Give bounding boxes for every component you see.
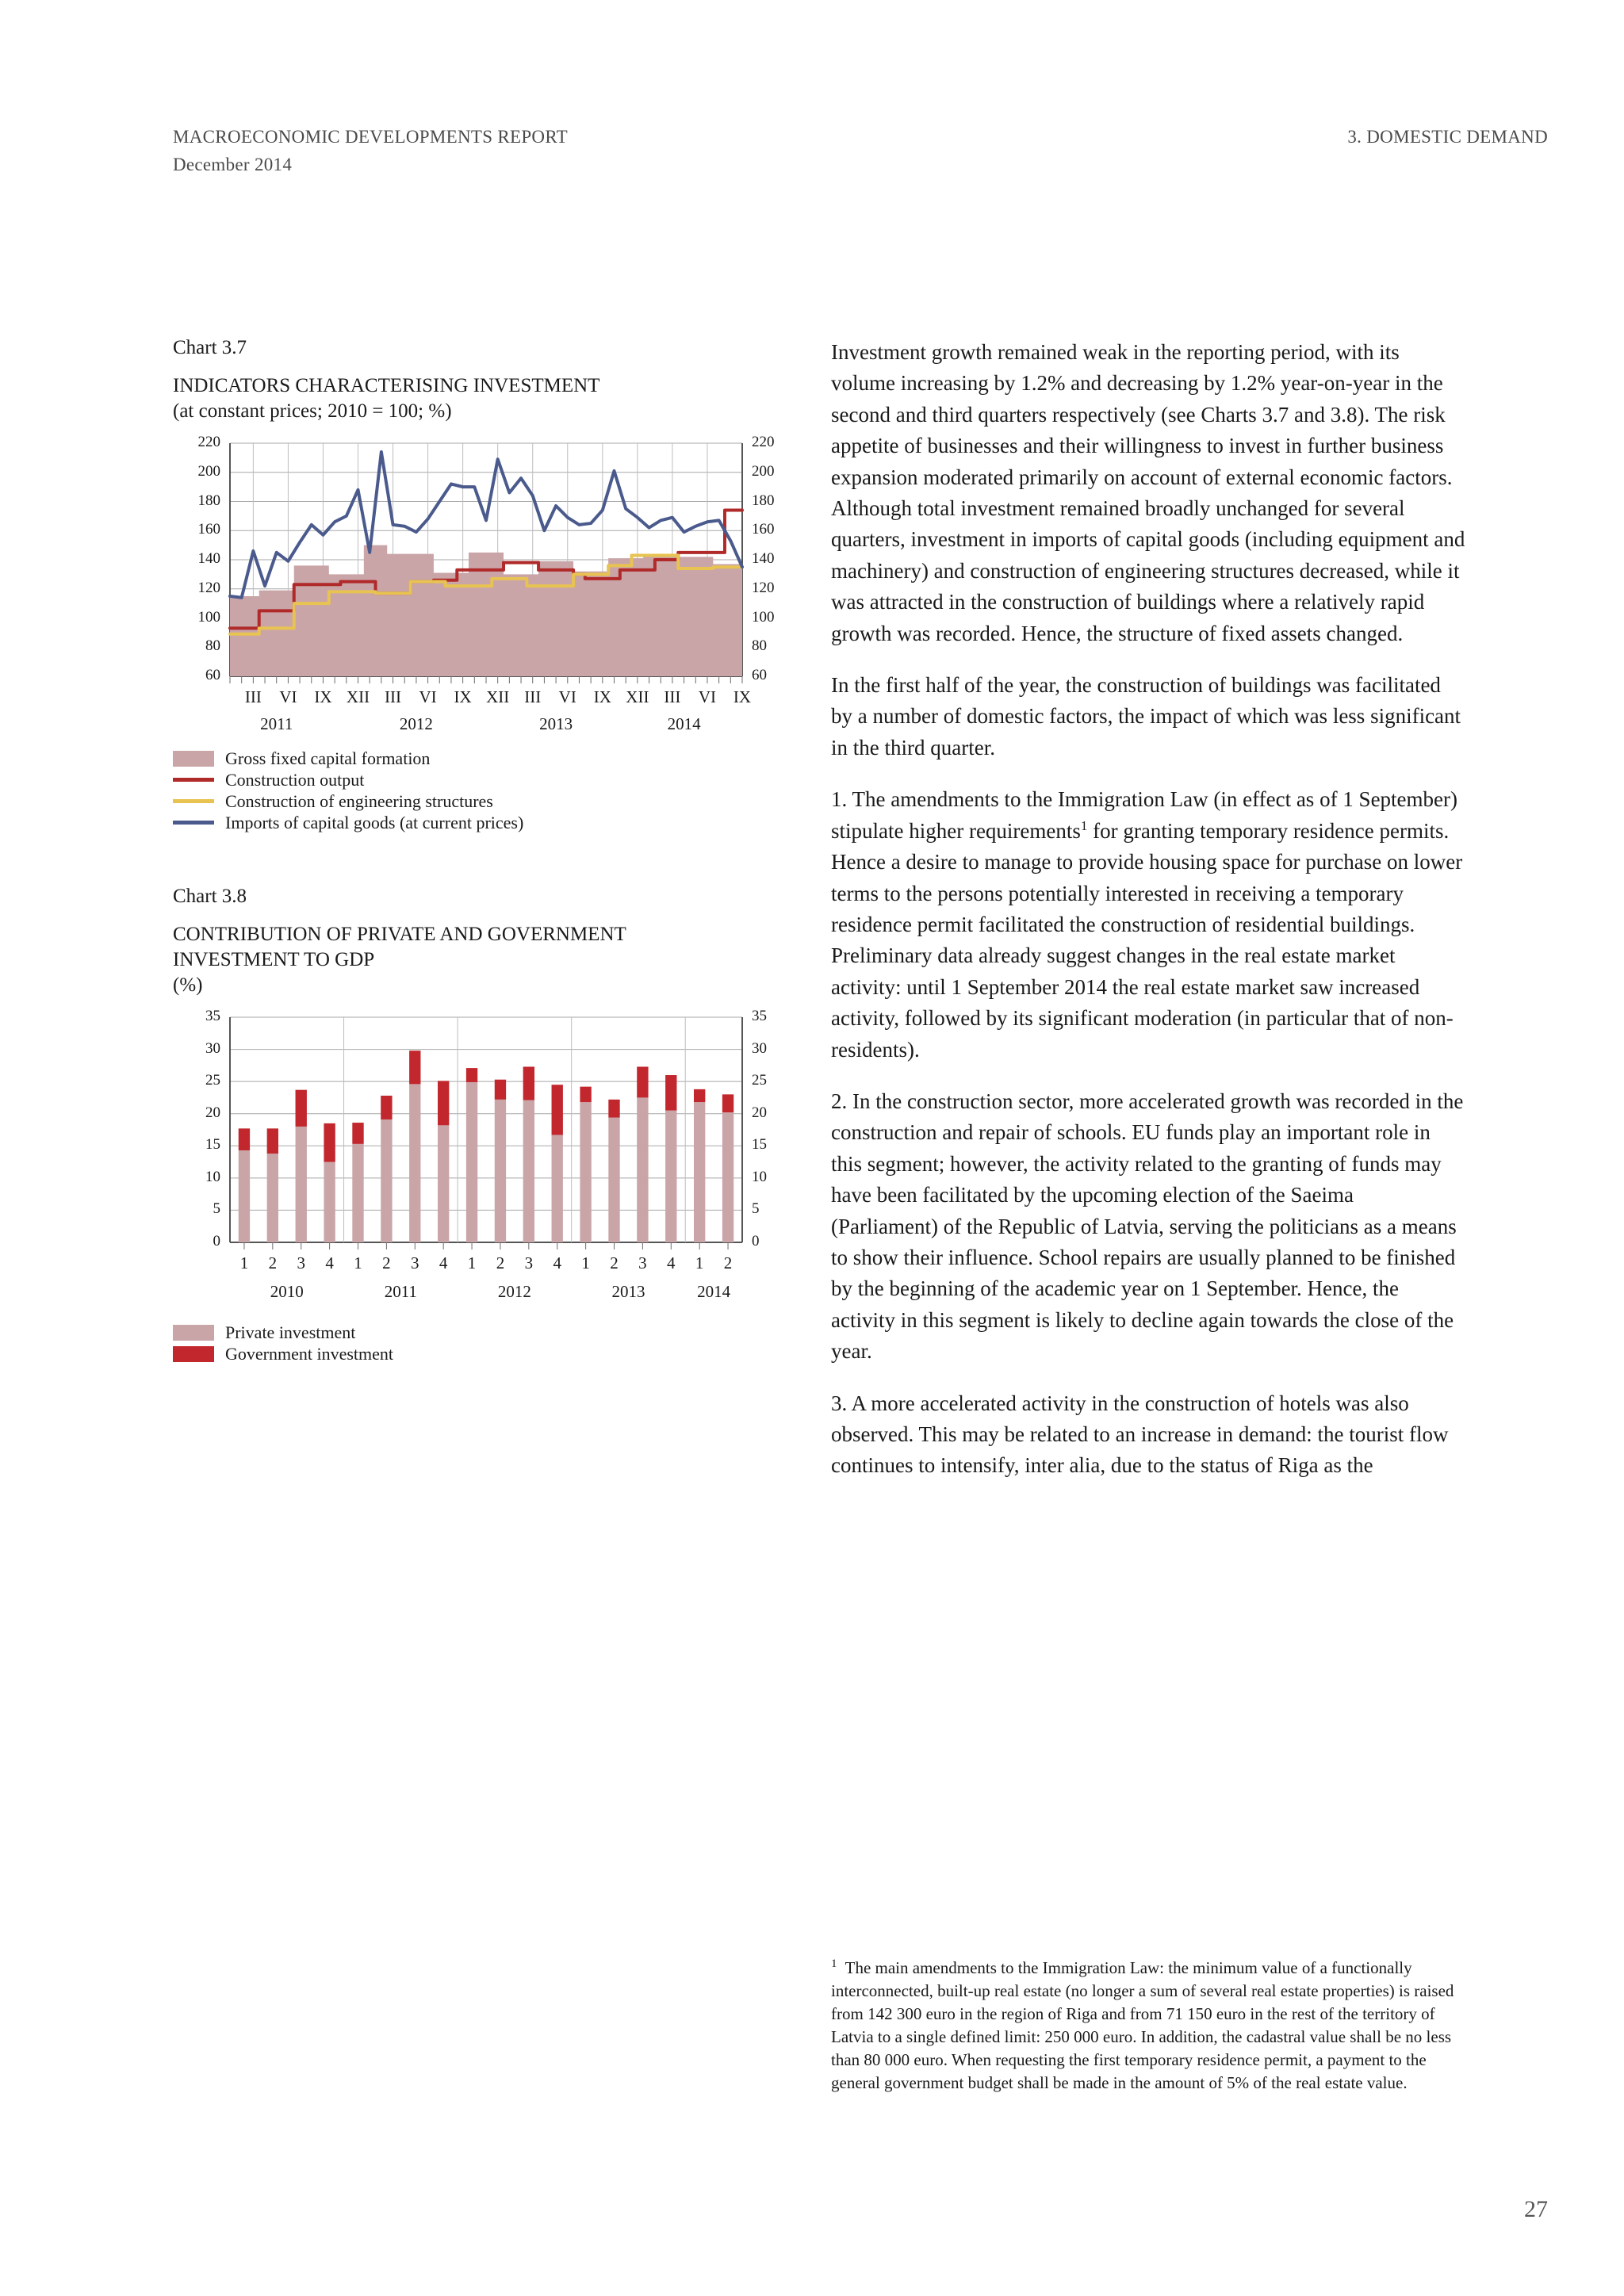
legend-item	[173, 748, 799, 769]
x-axis-year-label: 2012	[399, 714, 433, 733]
y-axis-tick-label: 200	[197, 462, 220, 480]
x-axis-year-label: 2011	[384, 1282, 417, 1301]
y-axis-tick-label: 220	[752, 434, 775, 450]
x-axis-tick-label: IX	[454, 687, 472, 706]
bar-private-investment	[267, 1154, 278, 1242]
footnote-para-after: for granting temporary residence permits. Hence a desire to manage to provide housing space for purchase on lower terms to the persons potentially interested in receiving a temporary residence permit facilitated the construction of residential buildings. Preliminary data already suggest changes in the real estate market activity: until 1 September 2014 the real estate market saw increased activity, followed by its significant moderation (in particular that of non-residents).	[831, 818, 1463, 1062]
y-axis-tick-label: 80	[205, 637, 220, 655]
footnote-para-before: 1. The amendments to the Immigration Law (in effect as of 1 September) stipulate higher requirements	[831, 787, 1458, 843]
body-paragraph: In the first half of the year, the construction of buildings was facilitated by a number of domestic factors, the impact of which was less significant in the third quarter.	[831, 673, 1461, 760]
y-axis-tick-label: 120	[752, 579, 775, 596]
x-axis-tick-label: 2	[268, 1253, 278, 1272]
chart-3-8-legend	[173, 1322, 799, 1364]
y-axis-tick-label: 0	[752, 1233, 760, 1249]
bar-private-investment	[665, 1111, 676, 1242]
bar-government-investment	[239, 1128, 250, 1150]
y-axis-tick-label: 25	[205, 1072, 220, 1089]
chart-3-8-block	[173, 886, 799, 1364]
chart-3-8-svg	[173, 1009, 799, 1318]
x-axis-year-label: 2013	[539, 714, 573, 733]
x-axis-tick-label: 3	[297, 1253, 305, 1272]
x-axis-tick-label: 2	[382, 1253, 391, 1272]
running-head-left	[173, 127, 568, 175]
x-axis-year-label: 2014	[697, 1282, 731, 1301]
chart-3-7-number: Chart 3.7	[173, 337, 247, 358]
body-paragraph: 3. A more accelerated activity in the construction of hotels was also observed. This may be related to an increase in demand: the tourist flow continues to intensify, inter alia, due to the status of Riga as the	[831, 1391, 1449, 1478]
x-axis-tick-label: 3	[524, 1253, 534, 1272]
body-paragraph: Investment growth remained weak in the reporting period, with its volume increasing by 1.2% and decreasing by 1.2% year-on-year in the second and third quarters respectively (see Charts 3.7 and 3.8). The risk appetite of businesses and their willingness to invest in further business expansion moderated primarily on account of external economic factors. Although total investment remained broadly unchanged for several quarters, investment in imports of capital goods (including equipment and machinery) and construction of engineering structures decreased, while it was attracted in the construction of buildings where a relatively rapid growth was recorded. Hence, the structure of fixed assets changed.	[831, 340, 1465, 645]
y-axis-tick-label: 140	[197, 550, 220, 567]
y-axis-tick-label: 100	[752, 608, 775, 626]
y-axis-tick-label: 20	[752, 1104, 767, 1121]
y-axis-tick-label: 60	[205, 667, 220, 683]
chart-3-8-plot	[173, 1009, 799, 1318]
y-axis-tick-label: 35	[205, 1008, 220, 1024]
x-axis-tick-label: 1	[695, 1253, 704, 1272]
right-column	[831, 337, 1465, 1482]
y-axis-tick-label: 60	[752, 667, 767, 683]
y-axis-tick-label: 10	[205, 1168, 220, 1185]
chart-3-7-plot	[173, 435, 799, 744]
x-axis-tick-label: 2	[610, 1253, 619, 1272]
bar-private-investment	[523, 1100, 534, 1242]
bar-government-investment	[466, 1068, 477, 1082]
x-axis-tick-label: 2	[723, 1253, 733, 1272]
bar-private-investment	[608, 1118, 619, 1242]
chart-3-7-subtitle: (at constant prices; 2010 = 100; %)	[173, 400, 452, 422]
legend-item	[173, 1322, 799, 1343]
legend-swatch-line	[173, 799, 214, 803]
x-axis-year-label: 2012	[497, 1282, 531, 1301]
bar-government-investment	[608, 1100, 619, 1118]
bar-government-investment	[324, 1123, 335, 1162]
left-column	[173, 337, 799, 1364]
bar-private-investment	[438, 1125, 449, 1242]
bar-private-investment	[552, 1135, 563, 1242]
x-axis-tick-label: XII	[346, 687, 370, 706]
bar-government-investment	[381, 1096, 392, 1119]
y-axis-tick-label: 20	[205, 1104, 220, 1121]
bar-private-investment	[722, 1112, 733, 1242]
footnote-mark: 1	[831, 1957, 837, 1970]
y-axis-tick-label: 10	[752, 1168, 767, 1185]
chart-3-8-subtitle: (%)	[173, 974, 203, 996]
legend-swatch-box	[173, 1346, 214, 1362]
legend-swatch-line	[173, 778, 214, 782]
y-axis-tick-label: 160	[197, 521, 220, 538]
x-axis-year-label: 2014	[667, 714, 701, 733]
bar-government-investment	[580, 1087, 591, 1102]
page-number: 27	[1524, 2196, 1548, 2222]
bar-government-investment	[495, 1080, 506, 1100]
bar-government-investment	[438, 1081, 449, 1125]
x-axis-tick-label: 4	[325, 1253, 334, 1272]
chart-3-8-title: CONTRIBUTION OF PRIVATE AND GOVERNMENT INVESTMENT TO GDP	[173, 924, 626, 970]
x-axis-tick-label: III	[524, 687, 542, 706]
y-axis-tick-label: 200	[752, 462, 775, 480]
section-title: 3. DOMESTIC DEMAND	[1347, 127, 1548, 147]
body-paragraph: 2. In the construction sector, more accelerated growth was recorded in the construction and repair of schools. EU funds play an important role in this segment; however, the activity related to the granting of funds may have been facilitated by the upcoming election of the Saeima (Parliament) of the Republic of Latvia, serving the politicians as a means to show their influence. School repairs are usually planned to be finished by the beginning of the academic year on 1 September. Hence, the activity in this segment is likely to decline again towards the close of the year.	[831, 1089, 1464, 1364]
bar-private-investment	[580, 1102, 591, 1242]
x-axis-tick-label: 1	[354, 1253, 362, 1272]
x-axis-tick-label: 4	[667, 1253, 676, 1272]
y-axis-tick-label: 220	[197, 434, 220, 450]
x-axis-tick-label: 4	[439, 1253, 448, 1272]
y-axis-tick-label: 25	[752, 1072, 767, 1089]
legend-label: Government investment	[225, 1343, 394, 1364]
bar-government-investment	[722, 1094, 733, 1112]
x-axis-tick-label: 1	[581, 1253, 590, 1272]
legend-item	[173, 812, 799, 833]
bar-private-investment	[409, 1084, 420, 1242]
x-axis-tick-label: III	[664, 687, 681, 706]
footnote-block	[831, 1957, 1465, 2095]
x-axis-tick-label: XII	[626, 687, 649, 706]
bar-government-investment	[552, 1085, 563, 1135]
chart-3-8-number: Chart 3.8	[173, 886, 247, 907]
footnote-reference[interactable]: 1	[1080, 817, 1088, 833]
bar-private-investment	[637, 1097, 648, 1242]
x-axis-tick-label: III	[385, 687, 402, 706]
bar-private-investment	[324, 1162, 335, 1242]
legend-label: Gross fixed capital formation	[225, 748, 431, 768]
bar-government-investment	[637, 1066, 648, 1097]
bar-government-investment	[665, 1075, 676, 1111]
x-axis-tick-label: 1	[239, 1253, 249, 1272]
x-axis-tick-label: IX	[593, 687, 611, 706]
report-title: MACROECONOMIC DEVELOPMENTS REPORT	[173, 127, 568, 147]
bar-private-investment	[495, 1100, 506, 1242]
x-axis-tick-label: VI	[419, 687, 437, 706]
chart-3-7-block	[173, 337, 799, 833]
x-axis-tick-label: VI	[558, 687, 576, 706]
x-axis-tick-label: IX	[314, 687, 332, 706]
x-axis-tick-label: 2	[496, 1253, 505, 1272]
y-axis-tick-label: 30	[752, 1039, 767, 1057]
x-axis-tick-label: 1	[467, 1253, 477, 1272]
chart-3-7-title: INDICATORS CHARACTERISING INVESTMENT	[173, 375, 600, 396]
x-axis-tick-label: IX	[733, 687, 752, 706]
bar-private-investment	[296, 1127, 307, 1242]
bar-government-investment	[296, 1090, 307, 1127]
y-axis-tick-label: 140	[752, 550, 775, 567]
x-axis-year-label: 2010	[270, 1282, 304, 1301]
y-axis-tick-label: 120	[197, 579, 220, 596]
legend-item	[173, 769, 799, 790]
x-axis-tick-label: 3	[411, 1253, 419, 1272]
bar-government-investment	[694, 1089, 705, 1102]
y-axis-tick-label: 30	[205, 1039, 220, 1057]
bar-private-investment	[694, 1102, 705, 1242]
y-axis-tick-label: 180	[197, 492, 220, 509]
x-axis-tick-label: 3	[638, 1253, 647, 1272]
bar-government-investment	[409, 1050, 420, 1084]
running-head	[173, 127, 1548, 182]
x-axis-tick-label: XII	[486, 687, 510, 706]
y-axis-tick-label: 15	[205, 1136, 220, 1154]
x-axis-tick-label: VI	[698, 687, 717, 706]
legend-item	[173, 1343, 799, 1364]
bar-government-investment	[267, 1128, 278, 1154]
bar-private-investment	[239, 1150, 250, 1242]
y-axis-tick-label: 160	[752, 521, 775, 538]
legend-swatch-line	[173, 821, 214, 825]
footnote-body: The main amendments to the Immigration Law: the minimum value of a functionally interconnected, built-up real estate (no longer a sum of several real estate properties) is raised from 142 300 euro in the region of Riga and from 71 150 euro in the rest of the territory of Latvia to a single defined limit: 250 000 euro. In addition, the cadastral value shall be no less than 80 000 euro. When requesting the first temporary residence permit, a payment to the general government budget shall be made in the amount of 5% of the real estate value.	[831, 1958, 1454, 2092]
chart-3-7-legend	[173, 748, 799, 833]
y-axis-tick-label: 80	[752, 637, 767, 655]
legend-swatch-box	[173, 751, 214, 767]
legend-swatch-box	[173, 1325, 214, 1341]
x-axis-tick-label: III	[244, 687, 262, 706]
y-axis-tick-label: 5	[213, 1200, 220, 1218]
bar-private-investment	[466, 1082, 477, 1242]
x-axis-tick-label: 4	[553, 1253, 561, 1272]
bar-private-investment	[352, 1144, 363, 1242]
legend-label: Private investment	[225, 1322, 356, 1342]
legend-label: Construction output	[225, 769, 365, 790]
x-axis-year-label: 2013	[611, 1282, 645, 1301]
y-axis-tick-label: 100	[197, 608, 220, 626]
y-axis-tick-label: 35	[752, 1008, 767, 1024]
series-gross-fixed-capital-formation	[230, 545, 742, 676]
report-date: December 2014	[173, 155, 293, 174]
y-axis-tick-label: 5	[752, 1200, 760, 1218]
legend-label: Construction of engineering structures	[225, 790, 493, 811]
bar-private-investment	[381, 1119, 392, 1242]
bar-government-investment	[523, 1066, 534, 1100]
y-axis-tick-label: 15	[752, 1136, 767, 1154]
body-paragraph-footnote-ref	[831, 784, 1465, 1066]
y-axis-tick-label: 180	[752, 492, 775, 509]
legend-label: Imports of capital goods (at current prices)	[225, 812, 524, 832]
x-axis-year-label: 2011	[260, 714, 293, 733]
footnote-text	[831, 1957, 1465, 2095]
legend-item	[173, 790, 799, 812]
x-axis-tick-label: VI	[279, 687, 297, 706]
y-axis-tick-label: 0	[213, 1233, 220, 1249]
bar-government-investment	[352, 1123, 363, 1144]
